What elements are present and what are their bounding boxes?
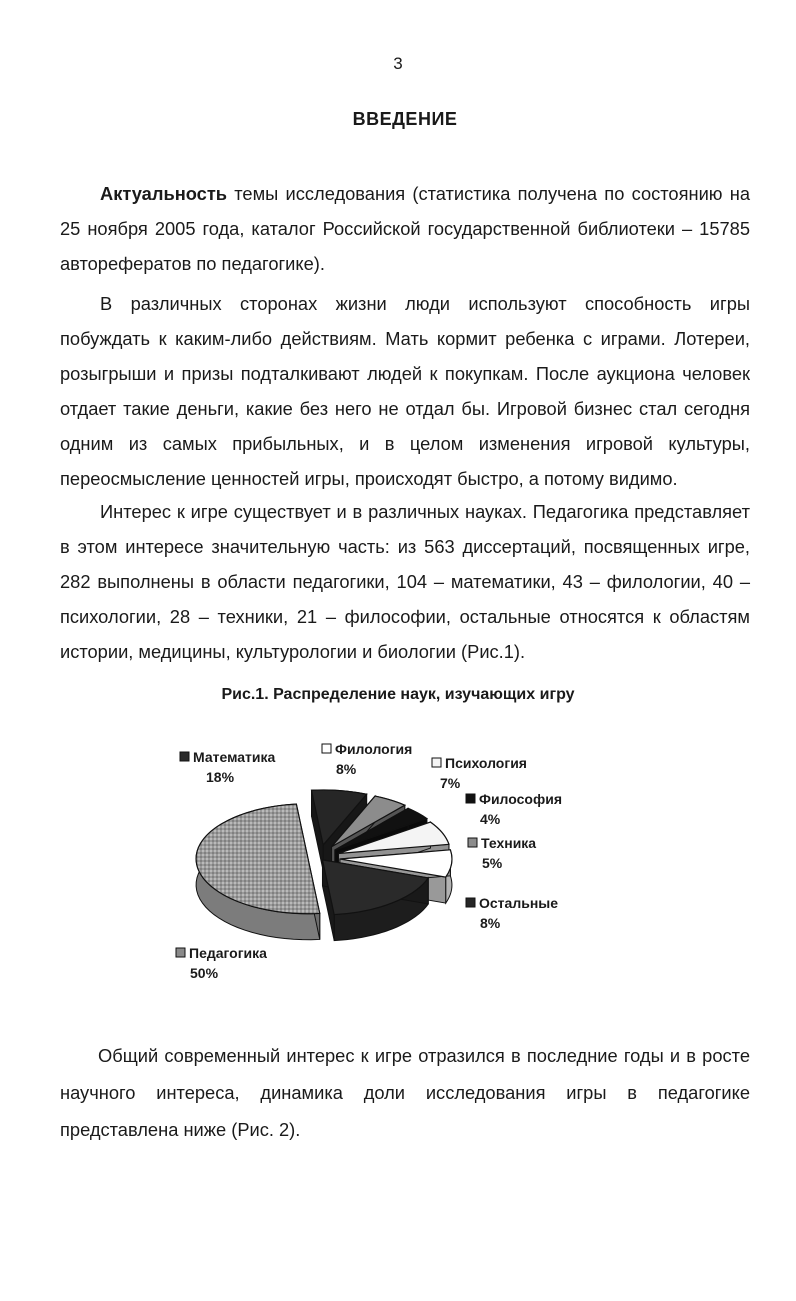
data-label-педагогика: 50%: [190, 965, 219, 981]
paragraph-game-in-science: [60, 494, 750, 669]
legend-label-психология: Психология: [445, 755, 527, 771]
paragraph-relevance: [60, 176, 750, 281]
legend-swatch-психология: [432, 758, 441, 767]
data-label-психология: 7%: [440, 775, 461, 791]
page-number: 3: [393, 54, 403, 73]
legend-label-педагогика: Педагогика: [189, 945, 267, 961]
legend-label-остальные: Остальные: [479, 895, 559, 911]
legend-swatch-техника: [468, 838, 477, 847]
page-title: ВВЕДЕНИЕ: [352, 109, 458, 129]
legend-swatch-остальные: [466, 898, 475, 907]
paragraph-text: темы исследования (статистика получена по состоянию на 25 ноября 2005 года, каталог Российской государственной библиотеки – 15785 авторефератов по педагогике).: [60, 183, 750, 274]
pie-chart: [150, 730, 630, 1000]
paragraph-text: Интерес к игре существует и в различных науках. Педагогика представляет в этом интересе значительную часть: из 563 диссертаций, посвященных игре, 282 выполнены в области педагогики, 104 – математики, 43 – филологии, 40 – психологии, 28 – техники, 21 – философии, остальные относятся к областям истории, медицины, культурологии и биологии (Рис.1).: [60, 501, 750, 662]
pie-slice-педагогика: [196, 804, 320, 940]
legend-label-математика: Математика: [193, 749, 276, 765]
paragraph-text: Общий современный интерес к игре отразился в последние годы и в росте научного интереса, динамика доли исследования игры в педагогике представлена ниже (Рис. 2).: [60, 1045, 750, 1140]
data-label-остальные: 8%: [480, 915, 501, 931]
paragraph-text: В различных сторонах жизни люди используют способность игры побуждать к каким-либо действиям. Мать кормит ребенка с играми. Лотереи, розыгрыши и призы подталкивают людей к покупкам. После аукциона человек отдает такие деньги, какие без него не отдал бы. Игровой бизнес стал сегодня одним из самых прибыльных, и в целом изменения игровой культуры, переосмысление ценностей игры, происходят быстро, а потому видимо.: [60, 293, 750, 489]
legend-label-техника: Техника: [481, 835, 537, 851]
data-label-философия: 4%: [480, 811, 501, 827]
data-label-филология: 8%: [336, 761, 357, 777]
paragraph-game-in-life: [60, 286, 750, 496]
figure-caption: Рис.1. Распределение наук, изучающих игру: [221, 686, 575, 703]
legend-swatch-филология: [322, 744, 331, 753]
legend-swatch-философия: [466, 794, 475, 803]
paragraph-interest-dynamics: [60, 1037, 750, 1148]
data-label-математика: 18%: [206, 769, 235, 785]
legend-swatch-педагогика: [176, 948, 185, 957]
lead-word: Актуальность: [100, 183, 228, 204]
legend-swatch-математика: [180, 752, 189, 761]
legend-label-философия: Философия: [479, 791, 562, 807]
data-label-техника: 5%: [482, 855, 503, 871]
legend-label-филология: Филология: [335, 741, 413, 757]
